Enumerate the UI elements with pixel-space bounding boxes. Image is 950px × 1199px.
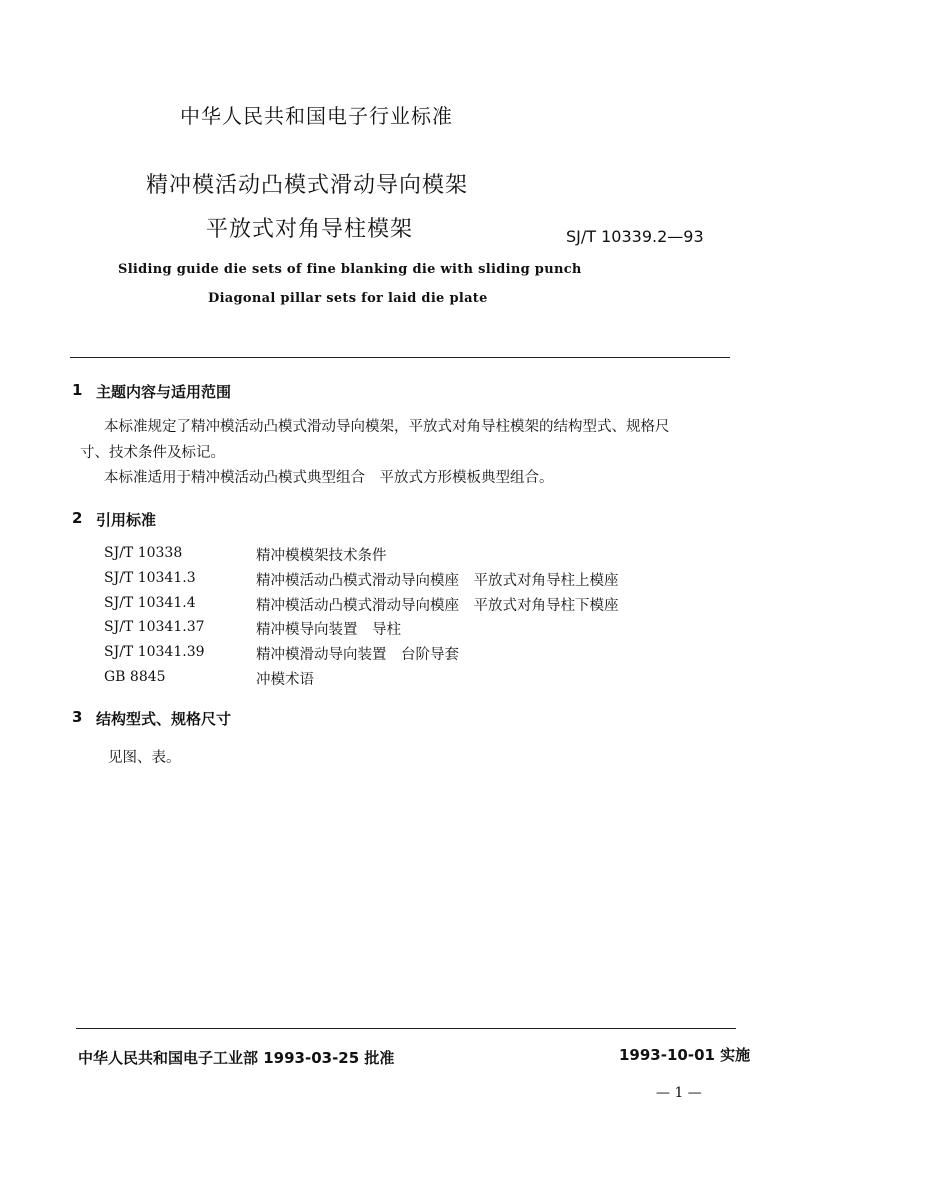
header-divider: [70, 357, 730, 358]
reference-code: SJ/T 10341.4: [104, 595, 196, 611]
approval-statement: 中华人民共和国电子工业部 1993-03-25 批准: [78, 1049, 395, 1067]
section-2-number: 2: [72, 509, 83, 527]
reference-code: SJ/T 10341.37: [104, 619, 205, 635]
reference-title: 精冲模活动凸模式滑动导向模座 平放式对角导柱上模座: [256, 573, 619, 589]
section-3-number: 3: [72, 708, 83, 726]
reference-code: SJ/T 10341.3: [104, 570, 196, 586]
title-english-line1: Sliding guide die sets of fine blanking die with sliding punch: [118, 262, 582, 277]
section-3-body: 见图、表。: [108, 750, 181, 766]
section-3-heading: 结构型式、规格尺寸: [96, 710, 232, 728]
standard-code: SJ/T 10339.2—93: [566, 227, 704, 246]
reference-code: GB 8845: [104, 669, 166, 685]
reference-title: 精冲模导向装置 导柱: [256, 622, 401, 638]
reference-title: 冲模术语: [256, 672, 314, 688]
section-1-paragraph-1-line-1: 本标准规定了精冲模活动凸模式滑动导向模架，平放式对角导柱模架的结构型式、规格尺: [104, 419, 670, 435]
reference-code: SJ/T 10338: [104, 545, 183, 561]
section-1-heading: 主题内容与适用范围: [96, 383, 232, 401]
issuing-authority: 中华人民共和国电子行业标准: [180, 104, 453, 128]
reference-title: 精冲模模架技术条件: [256, 548, 387, 564]
reference-title: 精冲模活动凸模式滑动导向模座 平放式对角导柱下模座: [256, 598, 619, 614]
section-1-number: 1: [72, 381, 83, 399]
reference-code: SJ/T 10341.39: [104, 644, 205, 660]
page-number: — 1 —: [656, 1085, 702, 1101]
section-2-heading: 引用标准: [96, 511, 157, 529]
title-chinese-line2: 平放式对角导柱模架: [206, 217, 414, 242]
section-1-paragraph-1-line-2: 寸、技术条件及标记。: [80, 445, 225, 461]
effective-date: 1993-10-01 实施: [619, 1046, 751, 1064]
section-1-paragraph-2: 本标准适用于精冲模活动凸模式典型组合 平放式方形模板典型组合。: [104, 470, 554, 486]
footer-divider: [76, 1028, 736, 1029]
title-english-line2: Diagonal pillar sets for laid die plate: [208, 291, 488, 306]
reference-title: 精冲模滑动导向装置 台阶导套: [256, 647, 459, 663]
title-chinese-line1: 精冲模活动凸模式滑动导向模架: [146, 173, 469, 198]
